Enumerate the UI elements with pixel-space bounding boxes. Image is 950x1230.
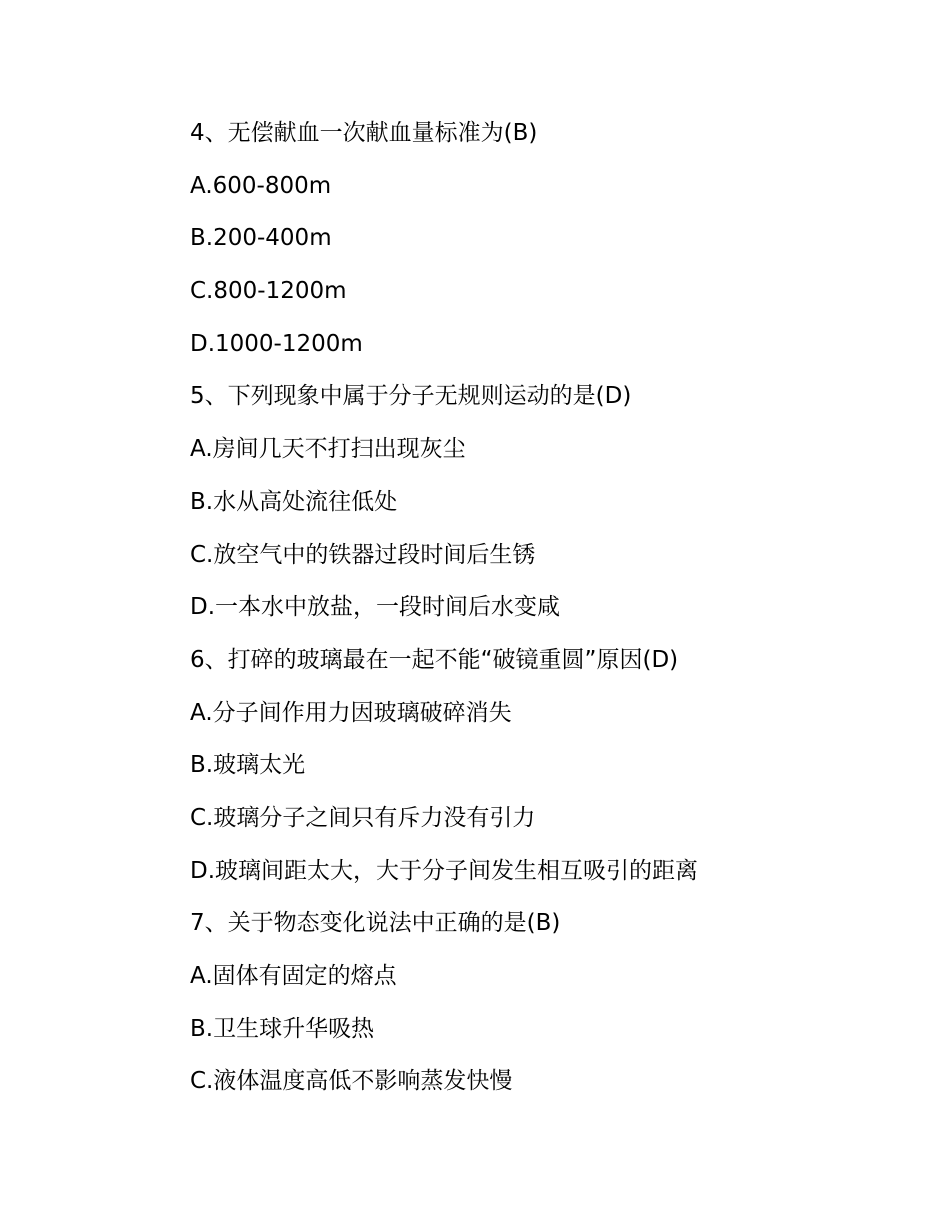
question-7-option-c: C.液体温度高低不影响蒸发快慢 <box>190 1068 513 1095</box>
question-6-option-c: C.玻璃分子之间只有斥力没有引力 <box>190 804 536 831</box>
question-7-option-a: A.固体有固定的熔点 <box>190 963 397 989</box>
question-4-stem: 4、无偿献血一次献血量标准为(B) <box>190 120 538 146</box>
question-6-option-a: A.分子间作用力因玻璃破碎消失 <box>190 699 512 726</box>
question-5-option-c: C.放空气中的铁器过段时间后生锈 <box>190 541 536 568</box>
question-7-stem: 7、关于物态变化说法中正确的是(B) <box>190 910 561 937</box>
question-4-option-d: D.1000-1200m <box>190 330 363 357</box>
question-4-option-b: B.200-400m <box>190 225 332 252</box>
question-6-option-d: D.玻璃间距太大，大于分子间发生相互吸引的距离 <box>190 857 699 884</box>
question-7-option-b: B.卫生球升华吸热 <box>190 1015 375 1042</box>
question-5-option-b: B.水从高处流往低处 <box>190 488 398 515</box>
question-6-stem: 6、打碎的玻璃最在一起不能“破镜重圆”原因(D) <box>190 646 679 673</box>
question-4-option-c: C.800-1200m <box>190 278 347 305</box>
question-5-stem: 5、下列现象中属于分子无规则运动的是(D) <box>190 383 632 410</box>
question-6-option-b: B.玻璃太光 <box>190 752 306 779</box>
question-4-option-a: A.600-800m <box>190 172 332 199</box>
question-5-option-a: A.房间几天不打扫出现灰尘 <box>190 436 466 463</box>
question-list <box>190 120 910 1121</box>
question-5-option-d: D.一本水中放盐，一段时间后水变咸 <box>190 594 561 621</box>
